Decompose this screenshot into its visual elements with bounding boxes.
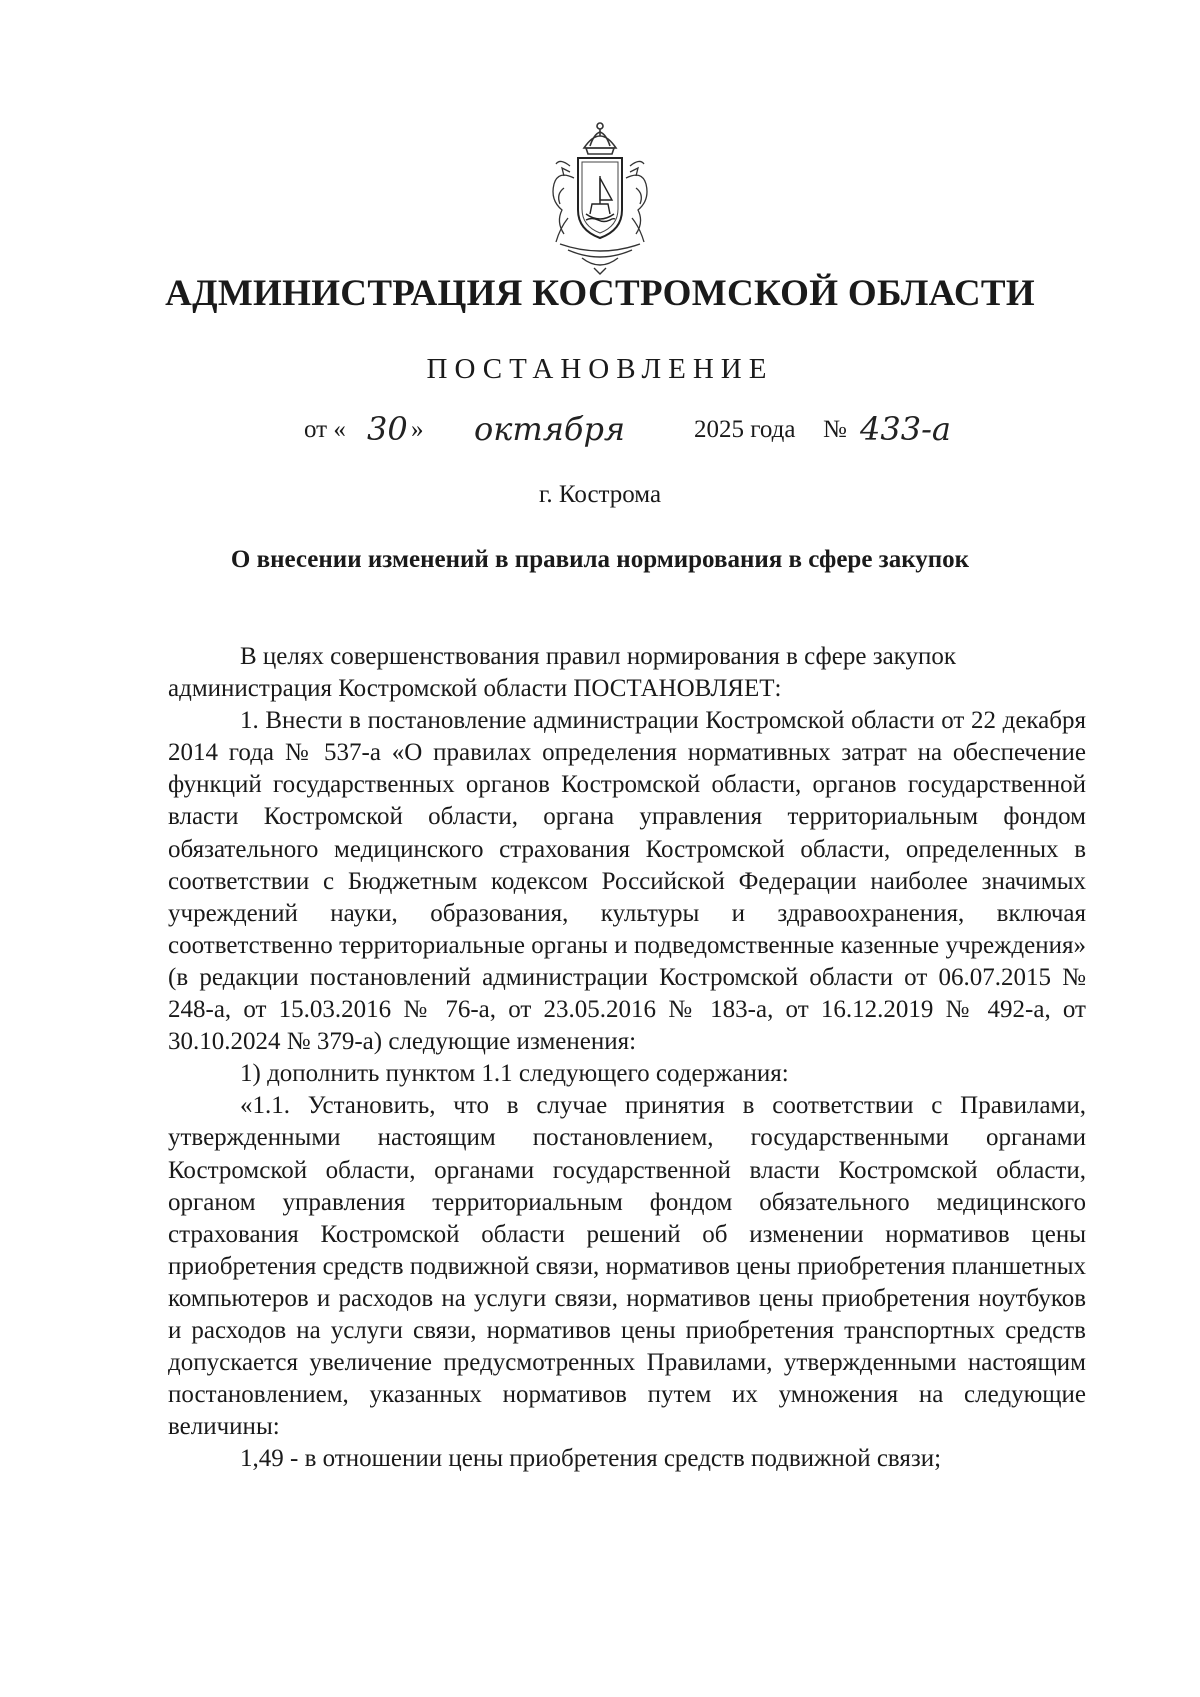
date-day-close: » (411, 416, 424, 443)
document-subject: О внесении изменений в правила нормирования в сфере закупок (230, 546, 970, 573)
paragraph-item-1: 1. Внести в постановление администрации Костромской области от 22 декабря 2014 года № 537-а «О правилах определения нормативных затрат на обеспечение функций государственных органов Костромской области, органов государственной власти Костромской области, органа управления территориальным фондом обязательного медицинского страхования Костромской области, определенных в соответствии с Бюджетным кодексом Российской Федерации наиболее значимых учреждений науки, образования, культуры и здравоохранения, включая соответственно территориальные органы и подведомственные казенные учреждения» (в редакции постановлений администрации Костромской области от 06.07.2015 № 248-а, от 15.03.2016 № 76-а, от 23.05.2016 № 183-а, от 16.12.2019 № 492-а, от 30.10.2024 № 379-а) следующие изменения: (168, 707, 1086, 1056)
handwritten-month: октября (474, 410, 626, 448)
date-prefix: от « (304, 416, 346, 443)
organization-title: АДМИНИСТРАЦИЯ КОСТРОМСКОЙ ОБЛАСТИ (165, 273, 1035, 314)
document-type: ПОСТАНОВЛЕНИЕ (426, 353, 774, 385)
handwritten-number: 433-а (860, 410, 951, 448)
number-sign: № (823, 416, 847, 443)
city-name: г. Кострома (538, 481, 662, 508)
document-body (168, 641, 1086, 1475)
coat-of-arms-icon (534, 118, 666, 276)
date-year: 2025 года (694, 416, 796, 443)
handwritten-day: 30 (367, 410, 408, 448)
paragraph-subitem-1: 1) дополнить пунктом 1.1 следующего содержания: (240, 1060, 789, 1088)
paragraph-clause-1-1: «1.1. Установить, что в случае принятия в соответствии с Правилами, утвержденными настоящим постановлением, государственными органами Костромской области, органами государственной власти Костромской области, органом управления территориальным фондом обязательного медицинского страхования Костромской области решений об изменении нормативов цены приобретения средств подвижной связи, нормативов цены приобретения планшетных компьютеров и расходов на услуги связи, нормативов цены приобретения ноутбуков и расходов на услуги связи, нормативов цены приобретения транспортных средств допускается увеличение предусмотренных Правилами, утвержденными настоящим постановлением, указанных нормативов путем их умножения на следующие величины: (168, 1092, 1086, 1441)
paragraph-preamble: В целях совершенствования правил нормирования в сфере закупок администрация Костромской области ПОСТАНОВЛЯЕТ: (168, 643, 956, 703)
paragraph-coefficient: 1,49 - в отношении цены приобретения средств подвижной связи; (240, 1445, 942, 1473)
